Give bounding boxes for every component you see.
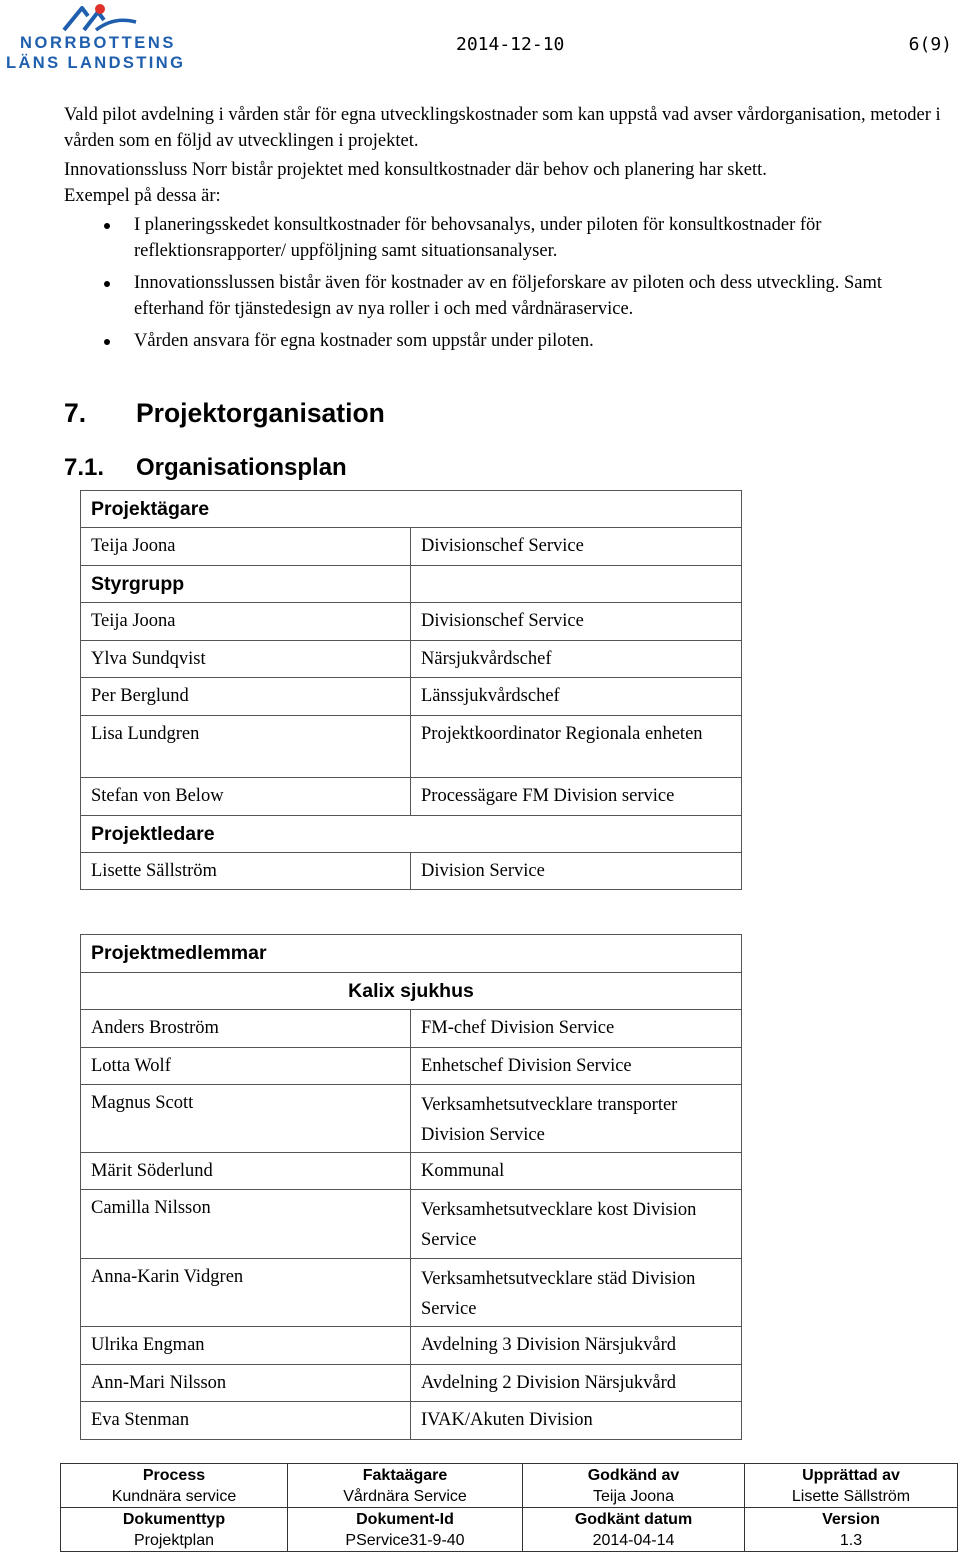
member-role: IVAK/Akuten Division	[411, 1402, 742, 1440]
footer-label: Faktaägare	[362, 1466, 448, 1484]
table-row	[81, 1365, 742, 1402]
table-row	[81, 1085, 742, 1153]
members-header: Projektmedlemmar	[81, 935, 742, 973]
table-row	[81, 716, 742, 778]
header-page-number: 6(9)	[908, 34, 952, 55]
subsection-number: 7.1.	[64, 454, 105, 481]
footer-value: Lisette Sällström	[791, 1487, 911, 1505]
person-name: Teija Joona	[81, 528, 411, 566]
logo-emblem-icon	[62, 2, 142, 34]
person-role: Division Service	[411, 853, 742, 890]
member-name: Ulrika Engman	[81, 1327, 411, 1365]
footer-row	[61, 1464, 958, 1508]
member-role: Enhetschef Division Service	[411, 1048, 742, 1085]
footer-cell-process	[61, 1464, 288, 1508]
footer-cell-approved-date	[523, 1508, 745, 1552]
paragraph-innovation-sluss: Innovationssluss Norr bistår projektet med konsultkostnader där behov och planering har skett.	[64, 160, 767, 180]
footer-value: 2014-04-14	[592, 1531, 675, 1549]
member-name: Anders Broström	[81, 1010, 411, 1048]
table-row	[81, 1190, 742, 1259]
table-row	[81, 603, 742, 641]
logo-text-line1: NORRBOTTENS	[20, 34, 177, 52]
member-role: Verksamhetsutvecklare kost Division Service	[411, 1190, 742, 1259]
footer-label: Version	[822, 1510, 880, 1528]
table-row	[81, 778, 742, 816]
section-title: Projektorganisation	[136, 398, 385, 428]
table-row	[81, 1153, 742, 1190]
table-row	[81, 566, 742, 603]
footer-label: Dokument-Id	[356, 1510, 454, 1528]
footer-label: Godkänd av	[587, 1466, 680, 1484]
person-role: Processägare FM Division service	[411, 778, 742, 816]
bullet-text: I planeringsskedet konsultkostnader för behovsanalys, under piloten för konsultkostnader för reflektionsrapporter/ uppföljning samt situationsanalyser.	[134, 215, 822, 261]
document-footer-table	[60, 1463, 958, 1552]
header-date: 2014-12-10	[456, 34, 565, 55]
member-name: Camilla Nilsson	[81, 1190, 411, 1259]
footer-cell-fact-owner	[288, 1464, 523, 1508]
person-role: Länssjukvårdschef	[411, 678, 742, 716]
paragraph-examples: Exempel på dessa är:	[64, 186, 221, 206]
person-name: Stefan von Below	[81, 778, 411, 816]
footer-row	[61, 1508, 958, 1552]
footer-value: Teija Joona	[593, 1487, 674, 1505]
table-row	[81, 1402, 742, 1440]
subsection-title: Organisationsplan	[136, 454, 347, 481]
footer-cell-doc-type	[61, 1508, 288, 1552]
organization-logo	[4, 2, 194, 72]
bullet-dot-icon	[104, 281, 110, 287]
bullet-dot-icon	[104, 223, 110, 229]
member-role: Avdelning 3 Division Närsjukvård	[411, 1327, 742, 1365]
owner-header: Projektägare	[81, 491, 742, 528]
table-row	[81, 816, 742, 853]
person-role: Divisionschef Service	[411, 528, 742, 566]
organisation-table	[80, 490, 742, 890]
footer-cell-approved-by	[523, 1464, 745, 1508]
table-row	[81, 935, 742, 973]
person-name: Ylva Sundqvist	[81, 641, 411, 678]
person-name: Lisa Lundgren	[81, 716, 411, 778]
section-number: 7.	[64, 398, 87, 428]
footer-label: Godkänt datum	[574, 1510, 693, 1528]
member-role: Kommunal	[411, 1153, 742, 1190]
member-name: Märit Söderlund	[81, 1153, 411, 1190]
person-role: Projektkoordinator Regionala enheten	[411, 716, 742, 778]
table-row	[81, 1048, 742, 1085]
footer-cell-version	[745, 1508, 958, 1552]
person-role: Divisionschef Service	[411, 603, 742, 641]
table-row	[81, 973, 742, 1010]
footer-value: 1.3	[839, 1531, 863, 1549]
member-name: Anna-Karin Vidgren	[81, 1259, 411, 1327]
footer-value: Kundnära service	[111, 1487, 237, 1505]
person-name: Per Berglund	[81, 678, 411, 716]
bullet-item	[64, 212, 944, 264]
member-name: Ann-Mari Nilsson	[81, 1365, 411, 1402]
hospital-subheader: Kalix sjukhus	[81, 973, 742, 1010]
member-role: Verksamhetsutvecklare transporter Division Service	[411, 1085, 742, 1153]
person-role: Närsjukvårdschef	[411, 641, 742, 678]
bullet-text: Vården ansvara för egna kostnader som uppstår under piloten.	[134, 331, 594, 351]
footer-label: Process	[142, 1466, 206, 1484]
footer-cell-doc-id	[288, 1508, 523, 1552]
subsection-heading	[64, 454, 347, 482]
table-row	[81, 1010, 742, 1048]
member-role: FM-chef Division Service	[411, 1010, 742, 1048]
footer-value: PService31-9-40	[345, 1531, 465, 1549]
table-row	[81, 491, 742, 528]
footer-label: Upprättad av	[802, 1466, 900, 1484]
footer-value: Projektplan	[133, 1531, 215, 1549]
logo-text-line2: LÄNS LANDSTING	[6, 54, 186, 72]
person-name: Lisette Sällström	[81, 853, 411, 890]
bullet-dot-icon	[104, 339, 110, 345]
table-row	[81, 1327, 742, 1365]
leader-header: Projektledare	[81, 816, 742, 853]
member-role: Verksamhetsutvecklare städ Division Service	[411, 1259, 742, 1327]
cost-bullet-list	[64, 212, 944, 360]
footer-value: Vårdnära Service	[343, 1487, 467, 1505]
footer-cell-created-by	[745, 1464, 958, 1508]
table-row	[81, 641, 742, 678]
member-name: Magnus Scott	[81, 1085, 411, 1153]
table-row	[81, 678, 742, 716]
footer-label: Dokumenttyp	[122, 1510, 226, 1528]
person-name: Teija Joona	[81, 603, 411, 641]
member-role: Avdelning 2 Division Närsjukvård	[411, 1365, 742, 1402]
bullet-item	[64, 270, 944, 322]
member-name: Eva Stenman	[81, 1402, 411, 1440]
table-row	[81, 1259, 742, 1327]
bullet-item	[64, 328, 944, 354]
empty-cell	[411, 566, 742, 603]
section-heading	[64, 398, 385, 429]
members-table	[80, 934, 742, 1440]
table-row	[81, 853, 742, 890]
bullet-text: Innovationsslussen bistår även för kostnader av en följeforskare av piloten och dess utveckling. Samt efterhand för tjänstedesign av nya roller i och med vårdnäraservice.	[134, 273, 883, 319]
member-name: Lotta Wolf	[81, 1048, 411, 1085]
table-row	[81, 528, 742, 566]
paragraph-pilot-costs: Vald pilot avdelning i vården står för egna utvecklingskostnader som kan uppstå vad avser vårdorganisation, metoder i vården som en följd av utvecklingen i projektet.	[64, 105, 941, 151]
steering-header: Styrgrupp	[81, 566, 411, 603]
